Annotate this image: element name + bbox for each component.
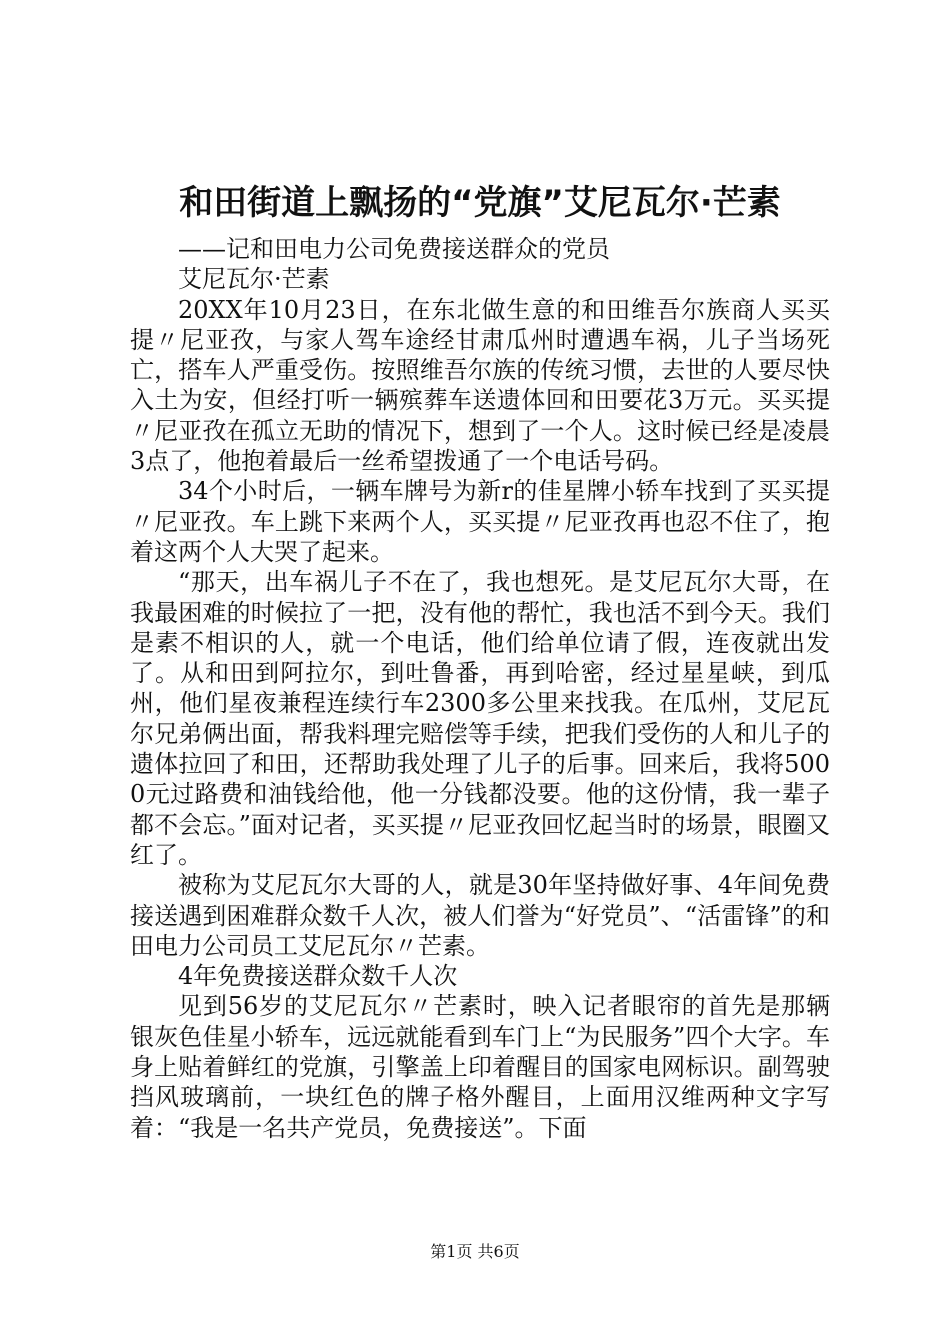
document-title: 和田街道上飘扬的“党旗”艾尼瓦尔·芒素 <box>179 183 781 223</box>
body-paragraph: 34个小时后，一辆车牌号为新r的佳星牌小轿车找到了买买提〃尼亚孜。车上跳下来两个人，买买提〃尼亚孜再也忍不住了，抱着这两个人大哭了起来。 <box>130 477 830 566</box>
subtitle-paragraph: ——记和田电力公司免费接送群众的党员 <box>178 235 610 263</box>
document-body <box>130 234 830 1143</box>
author-paragraph: 艾尼瓦尔·芒素 <box>178 265 330 294</box>
page-number-footer: 第1页 共6页 <box>430 1242 520 1261</box>
body-paragraph: “那天，出车祸儿子不在了，我也想死。是艾尼瓦尔大哥，在我最困难的时候拉了一把，没有他的帮忙，我也活不到今天。我们是素不相识的人，就一个电话，他们给单位请了假，连夜就出发了。从和田到阿拉尔，到吐鲁番，再到哈密，经过星星峡，到瓜州，他们星夜兼程连续行车2300多公里来找我。在瓜州，艾尼瓦尔兄弟俩出面，帮我料理完赔偿等手续，把我们受伤的人和儿子的遗体拉回了和田，还帮助我处理了儿子的后事。回来后，我将5000元过路费和油钱给他，他一分钱都没要。他的这份情，我一辈子都不会忘。”面对记者，买买提〃尼亚孜回忆起当时的场景，眼圈又红了。 <box>130 568 830 869</box>
section-heading: 4年免费接送群众数千人次 <box>178 962 458 991</box>
body-paragraph: 被称为艾尼瓦尔大哥的人，就是30年坚持做好事、4年间免费接送遇到困难群众数千人次，被人们誉为“好党员”、“活雷锋”的和田电力公司员工艾尼瓦尔〃芒素。 <box>130 871 830 960</box>
body-paragraph: 见到56岁的艾尼瓦尔〃芒素时，映入记者眼帘的首先是那辆银灰色佳星小轿车，远远就能看到车门上“为民服务”四个大字。车身上贴着鲜红的党旗，引擎盖上印着醒目的国家电网标识。副驾驶挡风玻璃前，一块红色的牌子格外醒目，上面用汉维两种文字写着：“我是一名共产党员，免费接送”。下面 <box>130 992 830 1142</box>
body-paragraph: 20XX年10月23日，在东北做生意的和田维吾尔族商人买买提〃尼亚孜，与家人驾车途经甘肃瓜州时遭遇车祸，儿子当场死亡，搭车人严重受伤。按照维吾尔族的传统习惯，去世的人要尽快入土为安，但经打听一辆殡葬车送遗体回和田要花3万元。买买提〃尼亚孜在孤立无助的情况下，想到了一个人。这时候已经是凌晨3点了，他抱着最后一丝希望拨通了一个电话号码。 <box>130 295 830 476</box>
